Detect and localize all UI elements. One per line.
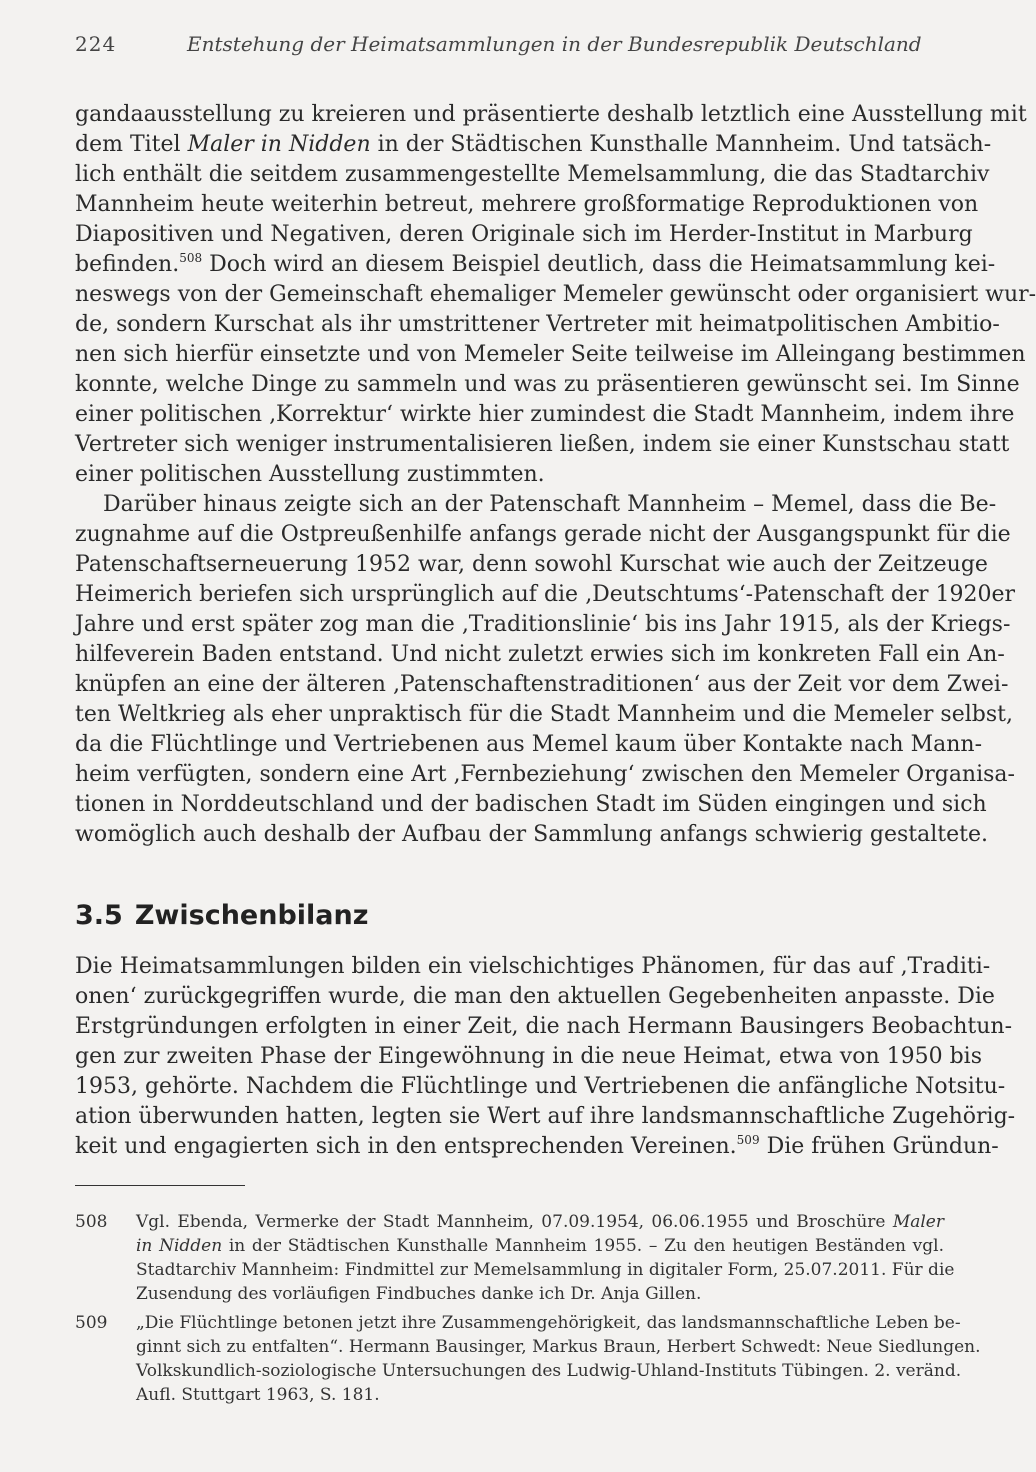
footnote-line: Volkskundlich-soziologische Untersuchungen des Ludwig-Uhland-Instituts Tübingen. 2. veränd. xyxy=(136,1361,962,1381)
text-line: Patenschaftserneuerung 1952 war, denn sowohl Kurschat wie auch der Zeitzeuge xyxy=(75,552,988,577)
text-line: Die Heimatsammlungen bilden ein vielschichtiges Phänomen, für das auf ‚Traditi- xyxy=(75,954,991,979)
section-number: 3.5 xyxy=(75,900,123,931)
text-line: de, sondern Kurschat als ihr umstrittener Vertreter mit heimatpolitischen Ambitio- xyxy=(75,312,1000,337)
text-line: gandaausstellung zu kreieren und präsentierte deshalb letztlich eine Ausstellung mit xyxy=(75,102,1027,127)
text-line: keit und engagierten sich in den entsprechenden Vereinen.$^{509}$ Die frühen Gründun- xyxy=(75,1133,999,1159)
footnote-ref-508: 508 xyxy=(179,251,203,265)
footnote-line: „Die Flüchtlinge betonen jetzt ihre Zusammengehörigkeit, das landsmannschaftliche Leben be- xyxy=(136,1313,961,1333)
paragraph-3 xyxy=(75,952,1016,1162)
text-line: zugnahme auf die Ostpreußenhilfe anfangs gerade nicht der Ausgangspunkt für die xyxy=(75,522,1011,547)
text-line: einer politischen ‚Korrektur‘ wirkte hier zumindest die Stadt Mannheim, indem ihre xyxy=(75,402,1015,427)
text-line: onen‘ zurückgegriffen wurde, die man den aktuellen Gegebenheiten anpasste. Die xyxy=(75,984,995,1009)
footnote-line: Vgl. Ebenda, Vermerke der Stadt Mannheim, 07.09.1954, 06.06.1955 und Broschüre Maler xyxy=(136,1212,944,1232)
text-line: Diapositiven und Negativen, deren Originale sich im Herder-Institut in Marburg xyxy=(75,222,973,247)
footnote-line: in Nidden in der Städtischen Kunsthalle Mannheim 1955. – Zu den heutigen Beständen vgl. xyxy=(136,1236,944,1256)
footnote-number: 509 xyxy=(75,1313,108,1333)
paragraph-2 xyxy=(75,490,1016,850)
text-line: Vertreter sich weniger instrumentalisieren ließen, indem sie einer Kunstschau statt xyxy=(75,432,1010,457)
section-heading xyxy=(75,900,875,931)
text-line: Jahre und erst später zog man die ‚Traditionslinie‘ bis ins Jahr 1915, als der Kriegs- xyxy=(75,612,1011,637)
text-line: gen zur zweiten Phase der Eingewöhnung in die neue Heimat, etwa von 1950 bis xyxy=(75,1044,983,1069)
running-head xyxy=(75,30,945,60)
text-line: konnte, welche Dinge zu sammeln und was zu präsentieren gewünscht sei. Im Sinne xyxy=(75,372,1020,397)
text-line: einer politischen Ausstellung zustimmten. xyxy=(75,462,545,487)
section-title: Zwischenbilanz xyxy=(134,900,369,931)
paragraph-1 xyxy=(75,100,1036,490)
text-line: tionen in Norddeutschland und der badischen Stadt im Süden eingingen und sich xyxy=(75,792,987,817)
text-line: womöglich auch deshalb der Aufbau der Sammlung anfangs schwierig gestaltete. xyxy=(75,822,988,847)
running-title: Entstehung der Heimatsammlungen in der Bundesrepublik Deutschland xyxy=(187,32,922,56)
page-number: 224 xyxy=(75,32,117,56)
text-line: befinden.$^{508}$ Doch wird an diesem Beispiel deutlich, dass die Heimatsammlung kei- xyxy=(75,251,996,277)
footnote-separator xyxy=(75,1185,245,1186)
text-line: dem Titel Maler in Nidden in der Städtischen Kunsthalle Mannheim. Und tatsäch- xyxy=(75,132,992,157)
footnote-line: Aufl. Stuttgart 1963, S. 181. xyxy=(136,1385,380,1405)
text-line: nen sich hierfür einsetzte und von Memeler Seite teilweise im Alleingang bestimmen xyxy=(75,342,1026,367)
text-line: da die Flüchtlinge und Vertriebenen aus Memel kaum über Kontakte nach Mann- xyxy=(75,732,983,757)
text-line: ten Weltkrieg als eher unpraktisch für die Stadt Mannheim und die Memeler selbst, xyxy=(75,702,1013,727)
text-line: heim verfügten, sondern eine Art ‚Fernbeziehung‘ zwischen den Memeler Organisa- xyxy=(75,762,1015,787)
text-line: hilfeverein Baden entstand. Und nicht zuletzt erwies sich im konkreten Fall ein An- xyxy=(75,642,1005,667)
text-line: 1953, gehörte. Nachdem die Flüchtlinge und Vertriebenen die anfängliche Notsitu- xyxy=(75,1074,1006,1099)
text-line: Heimerich beriefen sich ursprünglich auf die ‚Deutschtums‘-Patenschaft der 1920er xyxy=(75,582,1016,607)
text-line: Mannheim heute weiterhin betreut, mehrere großformatige Reproduktionen von xyxy=(75,192,979,217)
text-line: knüpfen an eine der älteren ‚Patenschaftenstraditionen‘ aus der Zeit vor dem Zwei- xyxy=(75,672,1009,697)
footnote-line: ginnt sich zu entfalten“. Hermann Bausinger, Markus Braun, Herbert Schwedt: Neue Siedlungen. xyxy=(136,1337,981,1357)
footnote-line: Stadtarchiv Mannheim: Findmittel zur Memelsammlung in digitaler Form, 25.07.2011. Für die xyxy=(136,1260,955,1280)
book-title: Maler in Nidden xyxy=(187,132,371,157)
text-line: Erstgründungen erfolgten in einer Zeit, die nach Hermann Bausingers Beobachtun- xyxy=(75,1014,1013,1039)
footnote-number: 508 xyxy=(75,1212,108,1232)
text-line: ation überwunden hatten, legten sie Wert auf ihre landsmannschaftliche Zugehörig- xyxy=(75,1104,1016,1129)
footnote-line: Zusendung des vorläufigen Findbuches danke ich Dr. Anja Gillen. xyxy=(136,1284,702,1304)
footnote-ref-509: 509 xyxy=(736,1133,760,1147)
text-line: lich enthält die seitdem zusammengestellte Memelsammlung, die das Stadtarchiv xyxy=(75,162,990,187)
text-line: neswegs von der Gemeinschaft ehemaliger Memeler gewünscht oder organisiert wur- xyxy=(75,282,1036,307)
text-line: Darüber hinaus zeigte sich an der Patenschaft Mannheim – Memel, dass die Be- xyxy=(103,492,997,517)
